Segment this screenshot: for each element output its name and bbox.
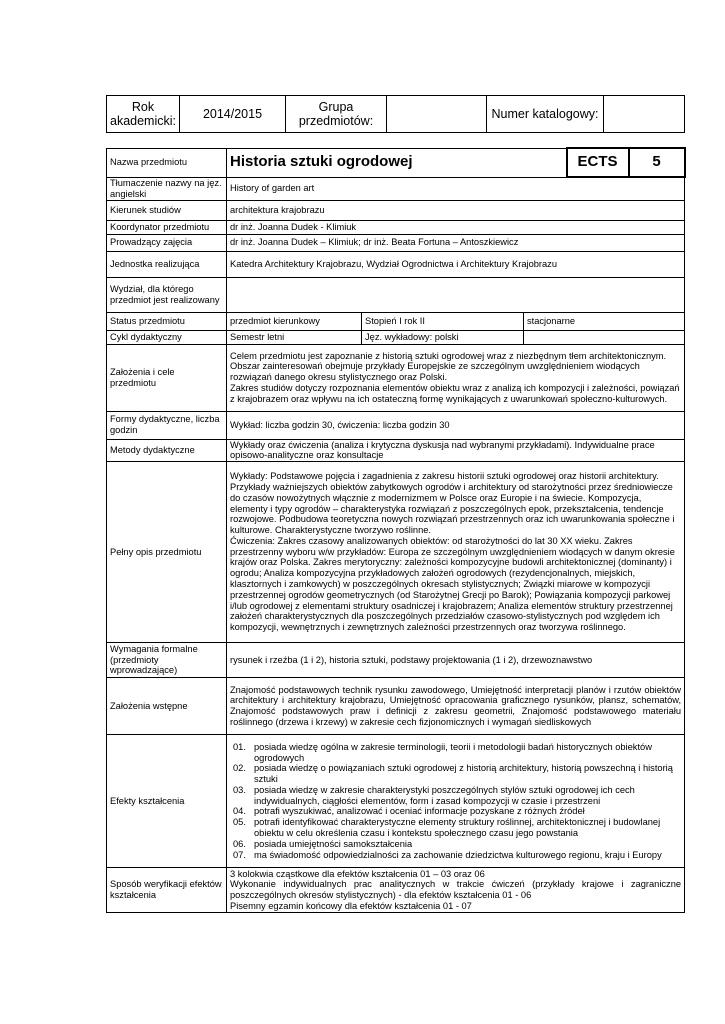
subject-group-label: Grupa przedmiotów: — [286, 96, 387, 133]
description-label: Pełny opis przedmiotu — [107, 462, 227, 643]
faculty-value — [227, 277, 685, 312]
methods-value: Wykłady oraz ćwiczenia (analiza i krytyczna dyskusja nad wybranymi przykładami). Indywidualne prace opisowo-analityczne oraz konsultacje — [227, 439, 685, 462]
verification-line: Wykonanie indywidualnych prac analitycznych w trakcie ćwiczeń (przykłady krajowe i zagraniczne poszczególnych okresów stylistycznych) - dla efektów kształcenia 01 - 06 — [230, 879, 682, 901]
translation-value: History of garden art — [227, 177, 685, 200]
catalog-number-label: Numer katalogowy: — [487, 96, 604, 133]
forms-value: Wykład: liczba godzin 30, ćwiczenia: liczba godzin 30 — [227, 411, 685, 439]
cycle-label: Cykl dydaktyczny — [107, 330, 227, 344]
instructors-label: Prowadzący zajęcia — [107, 234, 227, 251]
prerequisites-label: Założenia wstępne — [107, 678, 227, 735]
outcome-item — [230, 850, 681, 861]
outcome-number: 03. — [233, 784, 246, 795]
learning-outcomes-list — [230, 742, 681, 861]
coordinator-label: Koordynator przedmiotu — [107, 220, 227, 234]
outcome-number: 01. — [233, 741, 246, 752]
outcome-item — [230, 806, 681, 817]
faculty-label: Wydział, dla którego przedmiot jest realizowany — [107, 277, 227, 312]
field-of-study-value: architektura krajobrazu — [227, 200, 685, 220]
outcome-text: posiada wiedzę w zakresie charakterystyki poszczególnych stylów sztuki ogrodowej ich cech indywidualnych, ciągłości elementów, form i zasad kompozycji w czasie i przestrzeni — [254, 784, 635, 806]
cycle-empty-cell — [524, 330, 685, 344]
requirements-label: Wymagania formalne (przedmioty wprowadzające) — [107, 643, 227, 678]
verification-label: Sposób weryfikacji efektów kształcenia — [107, 868, 227, 913]
outcome-text: posiada wiedzę ogólna w zakresie terminologii, teorii i metodologii badań historycznych obiektów ogrodowych — [254, 741, 652, 763]
semester-value: Semestr letni — [227, 330, 362, 344]
outcome-text: ma świadomość odpowiedzialności za zachowanie dziedzictwa kulturowego regionu, kraju i Europy — [254, 849, 662, 860]
outcome-item — [230, 763, 681, 785]
coordinator-value: dr inż. Joanna Dudek - Klimiuk — [227, 220, 685, 234]
methods-label: Metody dydaktyczne — [107, 439, 227, 462]
ects-label: ECTS — [567, 148, 629, 177]
academic-year-value: 2014/2015 — [180, 96, 286, 133]
translation-label: Tłumaczenie nazwy na jęz. angielski — [107, 177, 227, 200]
catalog-number-value — [604, 96, 685, 133]
language-value: Jęz. wykładowy: polski — [362, 330, 524, 344]
learning-outcomes-label: Efekty kształcenia — [107, 735, 227, 868]
academic-year-label: Rok akademicki: — [107, 96, 180, 133]
outcome-number: 05. — [233, 817, 246, 828]
field-of-study-label: Kierunek studiów — [107, 200, 227, 220]
requirements-value: rysunek i rzeźba (1 i 2), historia sztuki, podstawy projektowania (1 i 2), drzewoznawstwo — [227, 643, 685, 678]
outcome-text: potrafi wyszukiwać, analizować i oceniać informacje pozyskane z różnych źródeł — [254, 806, 585, 817]
outcome-number: 04. — [233, 806, 246, 817]
outcome-text: posiada wiedzę o powiązaniach sztuki ogrodowej z historią architektury, historią powszechną i historią sztuki — [254, 763, 673, 785]
outcome-number: 02. — [233, 763, 246, 774]
outcome-number: 07. — [233, 849, 246, 860]
status-type-value: przedmiot kierunkowy — [227, 312, 362, 330]
status-level-value: Stopień I rok II — [362, 312, 524, 330]
goals-label: Założenia i cele przedmiotu — [107, 344, 227, 411]
instructors-value: dr inż. Joanna Dudek – Klimiuk; dr inż. Beata Fortuna – Antoszkiewicz — [227, 234, 685, 251]
course-name-label: Nazwa przedmiotu — [107, 148, 227, 177]
verification-value — [227, 868, 685, 913]
course-syllabus-table — [106, 147, 686, 913]
status-label: Status przedmiotu — [107, 312, 227, 330]
outcome-item — [230, 839, 681, 850]
ects-value: 5 — [629, 148, 685, 177]
outcome-item — [230, 817, 681, 839]
catalog-header-table — [106, 95, 685, 133]
unit-label: Jednostka realizująca — [107, 251, 227, 277]
verification-line: 3 kolokwia cząstkowe dla efektów kształcenia 01 – 03 oraz 06 — [230, 868, 485, 879]
outcome-item — [230, 742, 681, 764]
goals-value: Celem przedmiotu jest zapoznanie z historią sztuki ogrodowej wraz z niezbędnym tłem architektonicznym. Obszar zainteresowań obejmuje przykłady Europejskie ze szczególnym uwzględnieniem wiodących rozwiązań danego okresu stylistycznego oraz Polski. Zakres studiów dotyczy rozpoznania elementów obiektu wraz z analizą ich kompozycji i zależności, powiązań z krajobrazem oraz wpływu na ich ostateczną formę wynikających z uwarunkowań społeczno-kulturowych. — [227, 344, 685, 411]
outcome-text: posiada umiejętności samokształcenia — [254, 838, 413, 849]
outcome-item — [230, 785, 681, 807]
unit-value: Katedra Architektury Krajobrazu, Wydział Ogrodnictwa i Architektury Krajobrazu — [227, 251, 685, 277]
outcome-number: 06. — [233, 838, 246, 849]
status-mode-value: stacjonarne — [524, 312, 685, 330]
outcome-text: potrafi identyfikować charakterystyczne elementy struktury roślinnej, architektonicznej i budowlanej obiektu w celu określenia czasu i kontekstu społecznego czasu jego powstania — [254, 817, 661, 839]
prerequisites-value: Znajomość podstawowych technik rysunku zawodowego, Umiejętność interpretacji planów i rzutów obiektów architektury i architektury krajobrazu, Umiejętność opracowania graficznego rysunków, plansz, schematów, Znajomość podstawowych praw i definicji z zakresu geometrii, Znajomość podstawowego materiału roślinnego (drzewa i krzewy) w zakresie cech fizjonomicznych i wymagań siedliskowych — [227, 678, 685, 735]
course-name-value: Historia sztuki ogrodowej — [227, 148, 567, 177]
verification-line: Pisemny egzamin końcowy dla efektów kształcenia 01 - 07 — [230, 900, 472, 911]
learning-outcomes-value — [227, 735, 685, 868]
subject-group-value — [387, 96, 487, 133]
forms-label: Formy dydaktyczne, liczba godzin — [107, 411, 227, 439]
description-value: Wykłady: Podstawowe pojęcia i zagadnienia z zakresu historii sztuki ogrodowej oraz historii architektury. Przykłady ważniejszych obiektów zabytkowych ogrodów i architektury od starożytności przez średniowiecze do czasów nowożytnych włącznie z modernizmem w Polsce oraz Europie i na świecie. Kompozycja, elementy i typy ogrodów – charakterystyka rozwiązań z poszczególnych epok, przekształcenia, tendencje rozwojowe. Podbudowa teoretyczna nowych rozwiązań przestrzennych oraz ich uwarunkowania społeczne i kulturowe. Charakterystyczne tworzywo roślinne. Ćwiczenia: Zakres czasowy analizowanych obiektów: od starożytności do lat 30 XX wieku. Zakres przestrzenny wyboru w/w przykładów: Europa ze szczególnym uwzględnieniem wiodących w danym okresie krajów oraz Polska. Zakres merytoryczny: zależności kompozycyjne budowli architektonicznej (dominanty) i ogrodu; Analiza kompozycyjna przykładowych założeń ogrodowych (rezydencjonalnych, miejskich, klasztornych i zamkowych) w poszczególnych okresach stylistycznych; Związki miarowe w kompozycji przestrzennej ogrodów geometrycznych (od Starożytnej Grecji po Barok); Powiązania kompozycji parkowej i/lub ogrodowej z elementami struktury osadniczej i krajobrazem; Analiza elementów struktury przestrzennej założeń charakterystycznych dla poszczególnych przedziałów czasowo-stylistycznych pod względem ich kompozycji, wewnętrznych i zewnętrznych zależności przestrzennych oraz tworzywa roślinnego. — [227, 462, 685, 643]
